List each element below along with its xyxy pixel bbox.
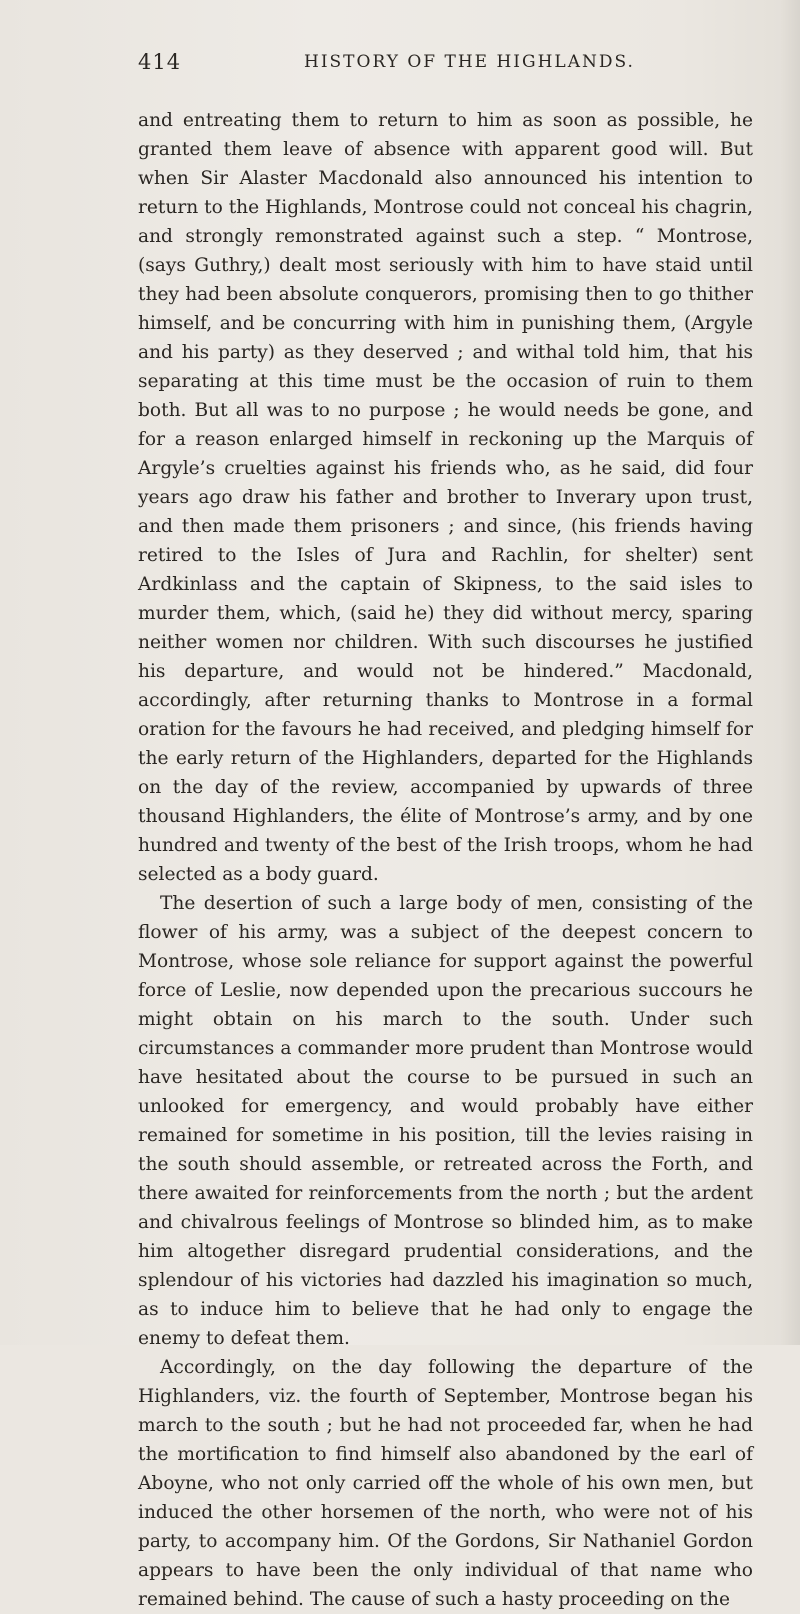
paragraph-1: and entreating them to return to him as soon as possible, he granted them leave of absence with apparent good will. But when Sir Alaster Macdonald also announced his intention to return to the Highlands, Montrose could not conceal his chagrin, and strongly remonstrated against such a step. “ Montrose, (says Guthry,) dealt most seriously with him to have staid until they had been absolute conquerors, promising then to go thither himself, and be concurring with him in punishing them, (Argyle and his party) as they deserved ; and withal told him, that his separating at this time must be the occasion of ruin to them both. But all was to no purpose ; he would needs be gone, and for a reason enlarged himself in reckoning up the Marquis of Argyle’s cruelties against his friends who, as he said, did four years ago draw his father and brother to Inverary upon trust, and then made them prisoners ; and since, (his friends having retired to the Isles of Jura and Rachlin, for shelter) sent Ardkinlass and the captain of Skipness, to the said isles to murder them, which, (said he) they did without mercy, sparing neither women nor children. With such discourses he justified his departure, and would not be hindered.” Macdonald, accordingly, after returning thanks to Montrose in a formal oration for the favours he had received, and pledging himself for the early return of the Highlanders, departed for the Highlands on the day of the review, accompanied by upwards of three thousand Highlanders, the élite of Montrose’s army, and by one hundred and twenty of the best of the Irish troops, whom he had selected as a body guard. <box>138 110 753 885</box>
page-edge-shadow <box>780 0 800 1345</box>
page-number: 414 <box>138 50 182 74</box>
running-head <box>138 50 748 86</box>
running-title: HISTORY OF THE HIGHLANDS. <box>304 52 635 72</box>
paragraph-2: The desertion of such a large body of men, consisting of the flower of his army, was a subject of the deepest concern to Montrose, whose sole reliance for support against the powerful force of Leslie, now depended upon the precarious succours he might obtain on his march to the south. Under such circumstances a commander more prudent than Montrose would have hesitated about the course to be pursued in such an unlooked for emergency, and would probably have either remained for sometime in his position, till the levies raising in the south should assemble, or retreated across the Forth, and there awaited for reinforcements from the north ; but the ardent and chivalrous feelings of Montrose so blinded him, as to make him altogether disregard prudential considerations, and the splendour of his victories had dazzled his imagination so much, as to induce him to believe that he had only to engage the enemy to defeat them. <box>138 893 753 1349</box>
body-text <box>138 106 753 1614</box>
paragraph-3: Accordingly, on the day following the departure of the Highlanders, viz. the fourth of September, Montrose began his march to the south ; but he had not proceeded far, when he had the mortification to find himself also abandoned by the earl of Aboyne, who not only carried off the whole of his own men, but induced the other horsemen of the north, who were not of his party, to accompany him. Of the Gordons, Sir Nathaniel Gordon appears to have been the only individual of that name who remained behind. The cause of such a hasty proceeding on the <box>138 1357 753 1610</box>
